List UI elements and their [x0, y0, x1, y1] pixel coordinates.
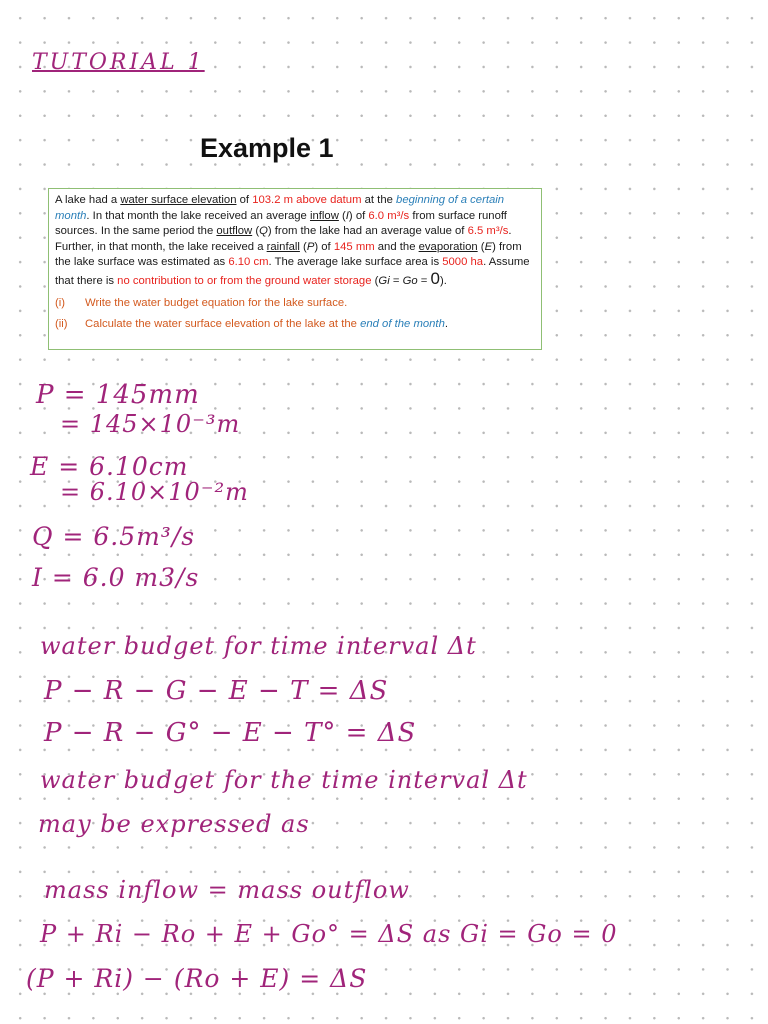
note-line-4: = 6.10×10⁻²m	[60, 478, 249, 506]
problem-box	[48, 188, 542, 350]
note-line-1: P = 145mm	[36, 380, 200, 410]
note-line-5: Q = 6.5m³/s	[32, 522, 196, 551]
note-line-6: I = 6.0 m3/s	[32, 563, 200, 592]
note-line-14: (P + Ri) − (Ro + E) = ΔS	[26, 964, 368, 993]
tutorial-title: TUTORIAL 1	[32, 50, 205, 75]
problem-statement: A lake had a water surface elevation of 103.2 m above datum at the beginning of a certain month. In that month the lake received an average inflow (I) of 6.0 m³/s from surface runoff sources. In the same period the outflow (Q) from the lake had an average value of 6.5 m³/s. Further, in that month, the lake received a rainfall (P) of 145 mm and the evaporation (E) from the lake surface was estimated as 6.10 cm. The average lake surface area is 5000 ha. Assume that there is no contribution to or from the ground water storage (Gi = Go = 0).	[55, 194, 530, 288]
note-line-11: may be expressed as	[38, 810, 310, 838]
note-line-13: P + Ri − Ro + E + Go° = ΔS as Gi = Go = 0	[40, 920, 618, 948]
question-1: (i) Write the water budget equation for the lake surface.	[55, 296, 348, 309]
note-line-12: mass inflow = mass outflow	[44, 876, 410, 904]
note-line-7: water budget for time interval Δt	[40, 632, 477, 660]
example-heading: Example 1	[200, 133, 334, 163]
note-line-3: E = 6.10cm	[30, 452, 189, 481]
note-line-10: water budget for the time interval Δt	[40, 766, 528, 794]
note-line-9: P − R − G° − E − T° = ΔS	[44, 718, 417, 748]
note-line-2: = 145×10⁻³m	[60, 410, 241, 438]
question-2: (ii) Calculate the water surface elevation of the lake at the end of the month.	[55, 318, 448, 331]
note-line-8: P − R − G − E − T = ΔS	[44, 676, 389, 706]
